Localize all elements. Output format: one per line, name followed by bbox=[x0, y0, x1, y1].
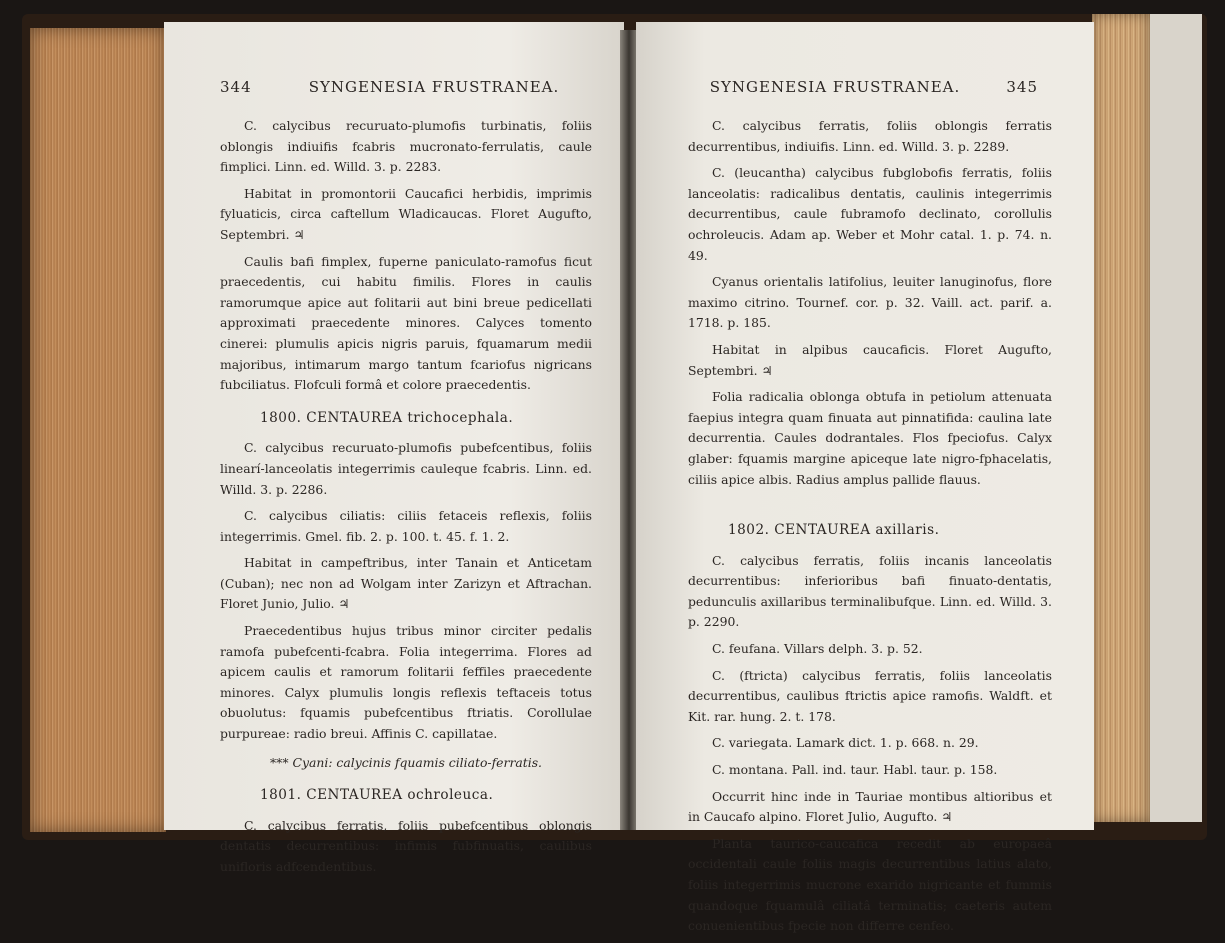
right-page-header bbox=[636, 78, 1094, 100]
paragraph: C. calycibus ferratis, foliis oblongis ferratis decurrentibus, indiuifis. Linn. ed. Willd. 3. p. 2289. bbox=[688, 118, 1052, 154]
section-subheading: *** Cyani: calycinis fquamis ciliato-ferratis. bbox=[269, 754, 542, 770]
left-page-text bbox=[220, 116, 592, 884]
paragraph: C. (ftricta) calycibus ferratis, foliis lanceolatis decurrentibus, caulibus ftrictis apice ramofis. Waldft. et Kit. rar. hung. 2. t. 178. bbox=[688, 667, 1052, 724]
paragraph: C. calycibus recuruato-plumofis pubefcentibus, foliis linearí-lanceolatis integerrimis cauleque fcabris. Linn. ed. Willd. 3. p. 2286. bbox=[220, 440, 592, 497]
paragraph: Habitat in promontorii Caucafici herbidis, imprimis fyluaticis, circa caftellum Wladicaucas. Floret Augufto, Septembri. ♃ bbox=[220, 185, 592, 242]
paragraph: Habitat in campeftribus, inter Tanain et Anticetam (Cuban); nec non ad Wolgam inter Zarizyn et Aftrachan. Floret Junio, Julio. ♃ bbox=[220, 555, 592, 612]
right-page-text bbox=[688, 116, 1052, 943]
page-number: 345 bbox=[1006, 78, 1038, 96]
paragraph: Planta taurico-caucafica recedit ab europaeâ occidentali caule foliis magis decurrentibus latius alato, foliis integerrimis mucrone exarido nigricante et fummis quandoque fquamulâ ciliatâ terminatis; caeteris autem conuenientibus fpecie non differre cenfeo. bbox=[688, 835, 1052, 934]
paragraph: C. calycibus ferratis, foliis pubefcentibus oblongis dentatis decurrentibus: infimis fubfinuatis, caulibus unifloris adfcendentibus. bbox=[220, 817, 592, 874]
paragraph: Praecedentibus hujus tribus minor circiter pedalis ramofa pubefcenti-fcabra. Folia integerrima. Flores ad apicem caulis et ramorum folitarii feffiles praecedente minores. Calyx plumulis longis reflexis teftaceis totus obuolutus: fquamis pubefcentibus ftriatis. Corollulae purpureae: radio breui. Affinis C. capillatae. bbox=[220, 623, 592, 742]
paragraph: Cyanus orientalis latifolius, leuiter lanuginofus, flore maximo citrino. Tournef. cor. p. 32. Vaill. act. parif. a. 1718. p. 185. bbox=[688, 274, 1052, 331]
paragraph: C. variegata. Lamark dict. 1. p. 668. n. 29. bbox=[712, 735, 979, 751]
right-fore-edge bbox=[1092, 14, 1150, 822]
paragraph: C. montana. Pall. ind. taur. Habl. taur. p. 158. bbox=[712, 762, 998, 778]
running-head: SYNGENESIA FRUSTRANEA. bbox=[308, 78, 560, 96]
paragraph: Folia radicalia oblonga obtufa in petiolum attenuata faepius integra quam finuata aut pinnatifida: caulina late decurrentia. Caules dodrantales. Flos fpeciofus. Calyx glaber: fquamis margine apiceque late nigro-fphacelatis, ciliis apice albis. Radius amplus pallide flauus. bbox=[688, 389, 1052, 487]
paragraph: C. calycibus ferratis, foliis incanis lanceolatis decurrentibus: inferioribus bafi finuato-dentatis, pedunculis axillaribus terminalibufque. Linn. ed. Willd. 3. p. 2290. bbox=[688, 552, 1052, 630]
left-page-header bbox=[164, 78, 624, 100]
species-heading: 1802. CENTAUREA axillaris. bbox=[728, 522, 940, 539]
left-fore-edge bbox=[30, 28, 166, 832]
paragraph: Habitat in alpibus caucaficis. Floret Augufto, Septembri. ♃ bbox=[688, 341, 1052, 378]
species-heading: 1800. CENTAUREA trichocephala. bbox=[260, 409, 514, 426]
paragraph: Occurrit hinc inde in Tauriae montibus altioribus et in Caucafo alpino. Floret Julio, Augufto. ♃ bbox=[688, 788, 1052, 825]
page-number: 344 bbox=[220, 78, 252, 96]
paragraph: C. calycibus ciliatis: ciliis fetaceis reflexis, foliis integerrimis. Gmel. fib. 2. p. 100. t. 45. f. 1. 2. bbox=[220, 508, 592, 544]
right-page bbox=[636, 22, 1094, 934]
section-gap bbox=[688, 496, 1052, 508]
running-head: SYNGENESIA FRUSTRANEA. bbox=[709, 78, 961, 96]
left-page bbox=[164, 22, 624, 874]
paragraph: C. (leucantha) calycibus fubglobofis ferratis, foliis lanceolatis: radicalibus dentatis, caulinis integerrimis decurrentibus, caule fubramofo declinato, corollulis ochroleucis. Adam ap. Weber et Mohr catal. 1. p. 74. n. 49. bbox=[688, 165, 1052, 263]
paragraph: Caulis bafi fimplex, fuperne paniculato-ramofus ficut praecedentis, cui habitu fimilis. Flores in caulis ramorumque apice aut folitarii aut bini breue pedicellati approximati praecedente minores. Calyces tomento cinerei: plumulis apicis nigris paruis, fquamarum medii majoribus, intimarum margo tantum fcariofus nigricans fubciliatus. Flofculi formâ et colore praecedentis. bbox=[220, 253, 592, 393]
page-edge-strip bbox=[1150, 14, 1202, 822]
paragraph: C. calycibus recuruato-plumofis turbinatis, foliis oblongis indiuifis fcabris mucronato-ferrulatis, caule fimplici. Linn. ed. Willd. 3. p. 2283. bbox=[220, 118, 592, 175]
species-heading: 1801. CENTAUREA ochroleuca. bbox=[260, 787, 494, 804]
paragraph: C. feufana. Villars delph. 3. p. 52. bbox=[712, 641, 923, 657]
